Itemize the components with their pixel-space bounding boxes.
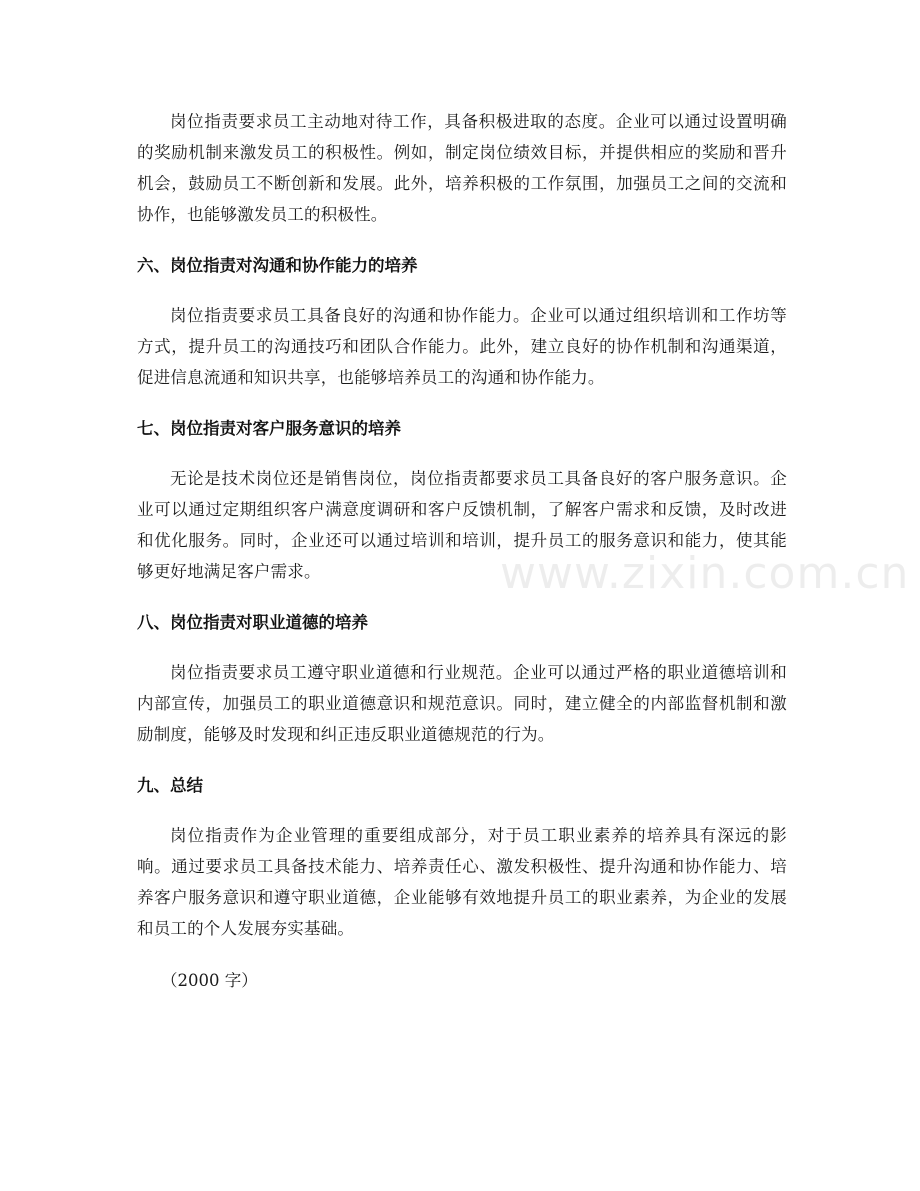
document-page: [137, 106, 787, 996]
heading-summary: 九、总结: [137, 776, 203, 795]
heading-communication: 六、岗位指责对沟通和协作能力的培养: [137, 256, 418, 275]
heading-ethics: 八、岗位指责对职业道德的培养: [137, 613, 368, 632]
heading-customer-service: 七、岗位指责对客户服务意识的培养: [137, 419, 401, 438]
paragraph-ethics: 岗位指责要求员工遵守职业道德和行业规范。企业可以通过严格的职业道德培训和内部宣传，加强员工的职业道德意识和规范意识。同时，建立健全的内部监督机制和激励制度，能够及时发现和纠正违反职业道德规范的行为。: [137, 663, 787, 744]
paragraph-communication: 岗位指责要求员工具备良好的沟通和协作能力。企业可以通过组织培训和工作坊等方式，提升员工的沟通技巧和团队合作能力。此外，建立良好的协作机制和沟通渠道，促进信息流通和知识共享，也能够培养员工的沟通和协作能力。: [137, 306, 787, 387]
paragraph-summary: 岗位指责作为企业管理的重要组成部分，对于员工职业素养的培养具有深远的影响。通过要求员工具备技术能力、培养责任心、激发积极性、提升沟通和协作能力、培养客户服务意识和遵守职业道德，企业能够有效地提升员工的职业素养，为企业的发展和员工的个人发展夯实基础。: [137, 826, 787, 938]
paragraph-customer-service: 无论是技术岗位还是销售岗位，岗位指责都要求员工具备良好的客户服务意识。企业可以通过定期组织客户满意度调研和客户反馈机制，了解客户需求和反馈，及时改进和优化服务。同时，企业还可以通过培训和培训，提升员工的服务意识和能力，使其能够更好地满足客户需求。: [137, 469, 787, 581]
word-count: （2000 字）: [161, 971, 258, 990]
watermark: www.zixin.com.cn: [500, 548, 910, 599]
paragraph-initiative: 岗位指责要求员工主动地对待工作，具备积极进取的态度。企业可以通过设置明确的奖励机制来激发员工的积极性。例如，制定岗位绩效目标，并提供相应的奖励和晋升机会，鼓励员工不断创新和发展。此外，培养积极的工作氛围，加强员工之间的交流和协作，也能够激发员工的积极性。: [137, 112, 787, 224]
